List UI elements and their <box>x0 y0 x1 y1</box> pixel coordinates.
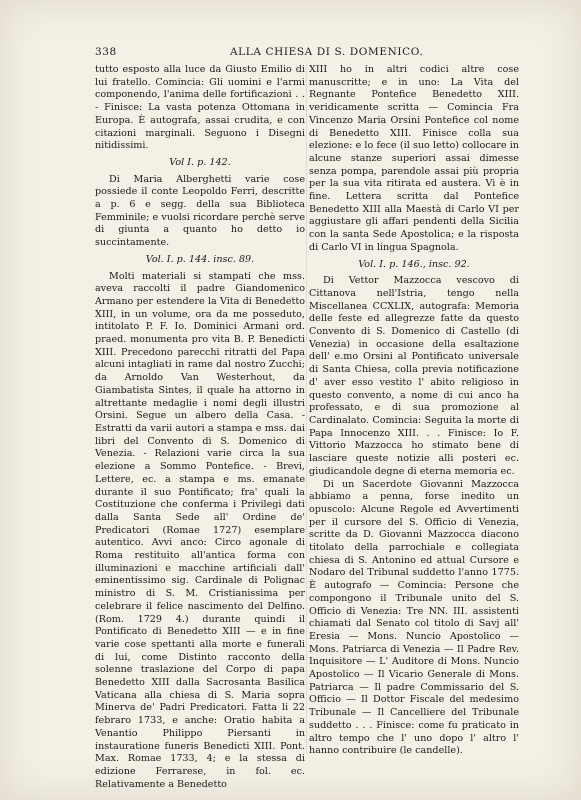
right-paragraph: Di un Sacerdote Giovanni Mazzocca abbiamo a penna, forse inedito un opuscolo: Alcune Regole ed Avvertimenti per il cursore del S. Officio di Venezia, scritte da D. Giovanni Mazzocca diacono titolato della parrochiale e collegiata chiesa di S. Antonino ed attual Cursore e Nodaro del Tribunal suddetto l'anno 1775. È autografo — Comincia: Persone che compongono il Tribunale unito del S. Officio di Venezia: Tre NN. III. assistenti chiamati dal Senato col titolo di Savj all' Eresia — Mons. Nuncio Apostolico — Mons. Patriarca di Venezia — Il Padre Rev. Inquisitore — L' Auditore di Mons. Nuncio Apostolico — Il Vicario Generale di Mons. Patriarca — Il padre Commissario del S. Officio — Il Dottor Fiscale del medesimo Tribunale — Il Cancelliere del Tribunale suddetto . . . Finisce: come fu praticato in altro tempo che l' uno dopo l' altro l' hanno contribuire (le candelle). <box>309 478 519 757</box>
left-section-heading: Vol. I. p. 144. insc. 89. <box>145 253 255 265</box>
right-paragraph-continuation: XIII ho in altri codici altre cose manuscritte; e in uno: La Vita del Regnante Pontefice Benedetto XIII. veridicamente scritta — Comincia Fra Vincenzo Maria Orsini Pontefice col nome di Benedetto XIII. Finisce colla sua elezione: e lo fece (il suo letto) collocare in alcune stanze superiori assai dimesse senza pompa, parendole assai più propria per la sua vita ritirata ed austera. Vi è in fine. Lettera scritta dal Pontefice Benedetto XIII alla Maestà di Carlo VI per aggiustare gli affari pendenti della Sicilia con la santa Sede Apostolica; e la risposta di Carlo VI in lingua Spagnola. <box>309 64 519 253</box>
page-number: 338 <box>95 46 117 58</box>
running-title: ALLA CHIESA DI S. DOMENICO. <box>230 46 424 58</box>
column-gutter <box>306 62 307 754</box>
right-section-heading: Vol. I. p. 146., insc. 92. <box>358 258 470 270</box>
page-header <box>95 46 495 64</box>
left-section-heading: Vol I. p. 142. <box>169 156 231 168</box>
left-paragraph: Molti materiali si stampati che mss. aveva raccolti il padre Giandomenico Armano per estendere la Vita di Benedetto XIII, in un volume, ora da me posseduto, intitolato P. F. Io. Dominici Armani ord. praed. monumenta pro vita B. P. Benedicti XIII. Precedono parecchi ritratti del Papa alcuni intagliati in rame dal nostro Zucchi; da Arnoldo Van Westerhout, da Giambatista Sintes, il quale ha attorno in altrettante medaglie i nomi degli illustri Orsini. Segue un albero della Casa. - Estratti da varii autori a stampa e mss. dai libri del Convento di S. Domenico di Venezia. - Relazioni varie circa la sua elezione a Sommo Pontefice. - Brevi, Lettere, ec. a stampa e ms. emanate durante il suo Pontificato; fra' quali la Costituzione che conferma i Privilegi dati dalla Santa Sede all' Ordine de' Predicatori (Romae 1727) esemplare autentico. Avvi anco: Circo agonale di Roma restituito all'antica forma con illuminazioni e macchine artificiali dall' eminentissimo sig. Cardinale di Polignac ministro di S. M. Cristianissima per celebrare il felice nascimento del Delfino. (Rom. 1729 4.) durante quindi il Pontificato di Benedetto XIII — e in fine varie cose spettanti alla morte e funerali di lui, come Distinto racconto della solenne traslazione del Corpo di papa Benedetto XIII dalla Sacrosanta Basilica Vaticana alla chiesa di S. Maria sopra Minerva de' Padri Predicatori. Fatta li 22 febraro 1733, e anche: Oratio habita a Venantio Philippo Piersanti in instauratione funeris Benedicti XIII. Pont. Max. Romae 1733, 4; e la stessa di edizione Ferrarese, in fol. ec. Relativamente a Benedetto <box>95 270 305 790</box>
right-paragraph: Di Vettor Mazzocca vescovo di Cittanova nell'Istria, tengo nella Miscellanea CCXLIX, autografa: Memoria delle feste ed allegrezze fatte da questo Convento di S. Domenico di Castello (di Venezia) in occasione della esaltazione dell' e.mo Orsini al Pontificato universale di Santa Chiesa, colla previa notificazione d' aver esso vestito l' abito religioso in questo convento, a nome di cui anco ha professato, e di sua promozione al Cardinalato. Comincia: Seguita la morte di Papa Innocenzo XIII. . . Finisce: Io F. Vittorio Mazzocca ho stimato bene di lasciare queste notizie alli posteri ec. giudicandole degne di eterna memoria ec. <box>309 275 519 477</box>
right-column <box>309 64 519 758</box>
left-paragraph-continuation: tutto esposto alla luce da Giusto Emilio di lui fratello. Comincia: Gli uomini e l'armi componendo, l'anima delle fortificazioni . . - Finisce: La vasta potenza Ottomana in Europa. È autografa, assai crudita, e con citazioni marginali. Seguono i Disegni nitidissimi. <box>95 64 305 152</box>
left-column <box>95 64 305 791</box>
left-paragraph: Di Maria Alberghetti varie cose possiede il conte Leopoldo Ferri, descritte a p. 6 e segg. della sua Biblioteca Femminile; e vuolsi ricordare perchè serve di giunta a quanto ho detto io succintamente. <box>95 173 305 249</box>
